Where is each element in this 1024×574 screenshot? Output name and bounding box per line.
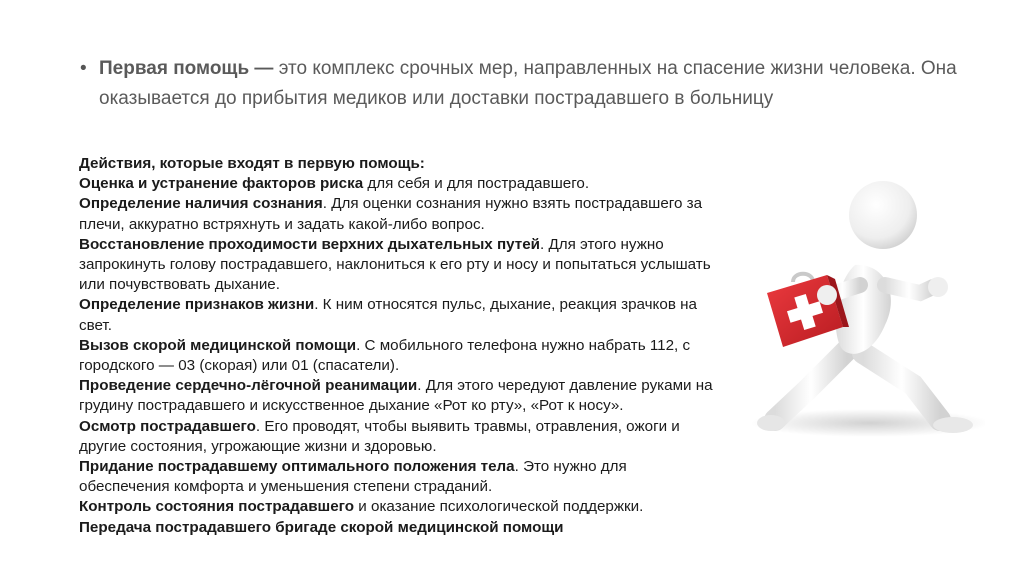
actions-heading: Действия, которые входят в первую помощь: [79,155,425,172]
back-hand [928,277,948,297]
action-item-text: . Это нужно для обеспечения комфорта и уменьшения степени страданий. [79,458,627,496]
action-item [79,235,719,296]
running-figure-icon [735,175,985,465]
back-foot [757,415,785,431]
action-item [79,497,719,517]
action-item-title: Придание пострадавшему оптимального положения тела [79,458,515,476]
action-item-text: . К ним относятся пульс, дыхание, реакция зрачков на свет. [79,296,697,334]
action-item-text: и оказание психологической поддержки. [354,498,644,516]
action-item-text: для себя и для пострадавшего. [363,175,590,193]
action-item [79,174,719,194]
intro-term: Первая помощь — [99,58,274,79]
action-item [79,457,719,497]
action-item-title: Вызов скорой медицинской помощи [79,336,357,354]
back-arm [885,285,933,293]
intro-text: это комплекс срочных мер, направленных на спасение жизни человека. Она оказывается до прибытия медиков или доставки пострадавшего в больницу [99,58,957,109]
action-item-title: Передача пострадавшего бригаде скорой медицинской помощи [79,518,564,536]
action-item-title: Восстановление проходимости верхних дыхательных путей [79,235,540,253]
action-item-text: . Для этого чередуют давление руками на грудину пострадавшего и искусственное дыхание «Рот ко рту», «Рот к носу». [79,377,713,415]
action-item [79,336,719,376]
action-item [79,417,719,457]
action-item-title: Контроль состояния пострадавшего [79,498,355,516]
action-item [79,295,719,335]
head [849,181,917,249]
actions-list [79,154,719,538]
bullet-icon: • [80,58,87,79]
action-item [79,194,719,234]
action-item-title: Осмотр пострадавшего [79,417,256,435]
back-leg [775,350,847,420]
front-hand [817,285,837,305]
action-item-text: . Его проводят, чтобы выявить травмы, отравления, ожоги и другие состояния, угрожающие жизни и здоровью. [79,417,680,455]
action-item-text: . Для оценки сознания нужно взять пострадавшего за плечи, аккуратно встряхнуть и задать какой-либо вопрос. [79,195,703,233]
intro-paragraph [99,54,960,113]
action-item [79,376,719,416]
action-item-title: Оценка и устранение факторов риска [79,175,364,193]
action-item-title: Определение признаков жизни [79,296,315,314]
action-item-title: Проведение сердечно-лёгочной реанимации [79,377,418,395]
action-item-text: . Для этого нужно запрокинуть голову пострадавшего, наклониться к его рту и носу и попытаться услышать или почувствовать дыхание. [79,235,711,294]
action-item-title: Определение наличия сознания [79,195,323,213]
action-item [79,518,719,538]
front-foot [933,417,973,433]
intro-bullet [80,54,960,113]
action-item-text: . С мобильного телефона нужно набрать 112, с городского — 03 (скорая) или 01 (спасатели). [79,336,691,375]
